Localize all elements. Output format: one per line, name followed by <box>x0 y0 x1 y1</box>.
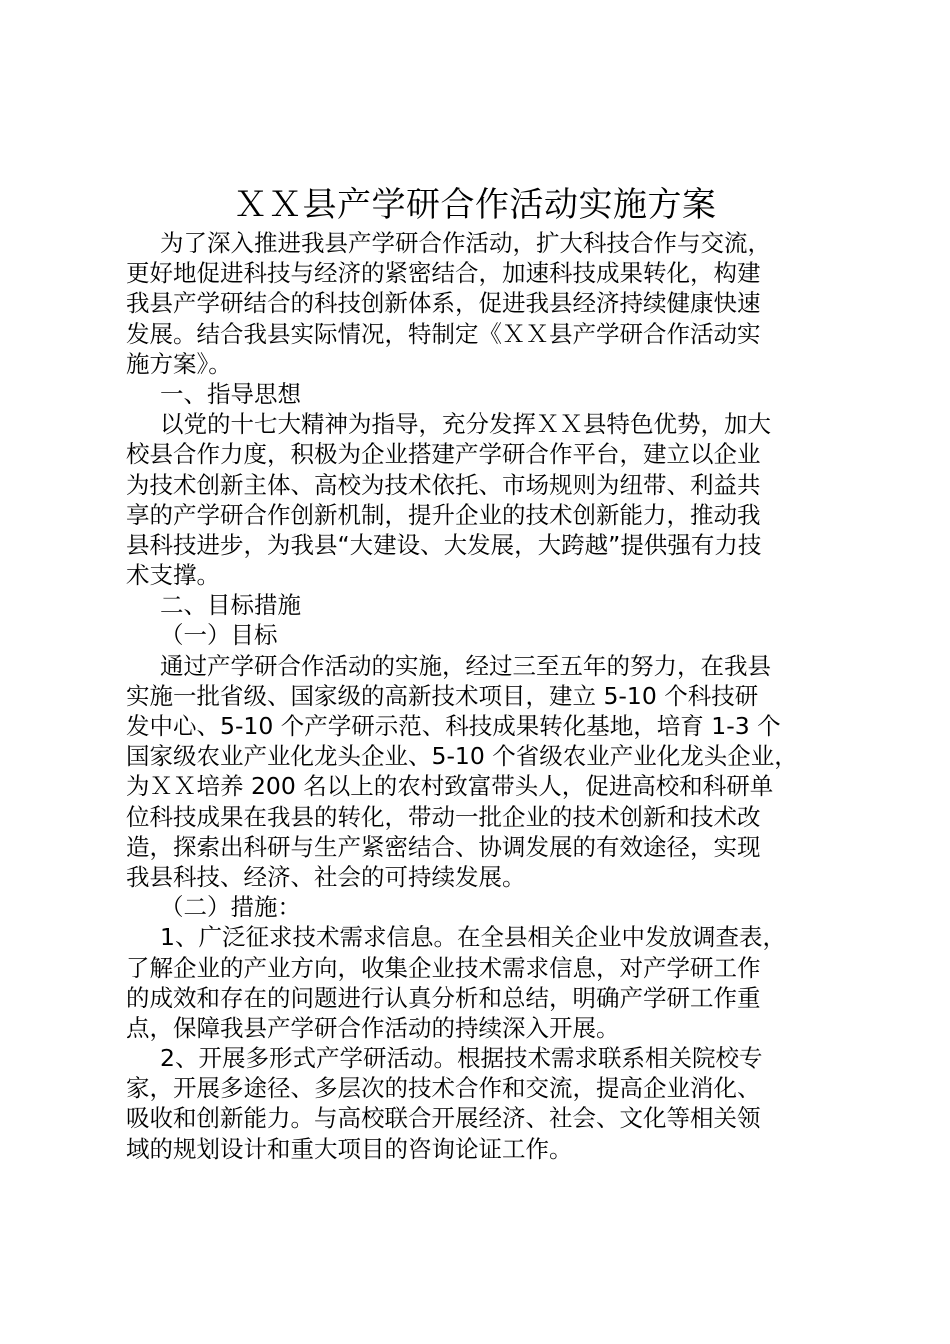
text-line: 为ＸＸ培养 200 名以上的农村致富带头人，促进高校和科研单 <box>126 772 774 801</box>
document-title: ＸＸ县产学研合作活动实施方案 <box>233 185 717 225</box>
text-line: 通过产学研合作活动的实施，经过三至五年的努力，在我县 <box>160 651 771 680</box>
text-line: 术支撑。 <box>126 561 220 590</box>
text-line: 以党的十七大精神为指导，充分发挥ＸＸ县特色优势，加大 <box>160 410 771 439</box>
text-line: 发中心、5-10 个产学研示范、科技成果转化基地，培育 1-3 个 <box>126 712 781 740</box>
text-line: 享的产学研合作创新机制，提升企业的技术创新能力，推动我 <box>126 500 761 529</box>
text-line: 发展。结合我县实际情况，特制定《ＸＸ县产学研合作活动实 <box>126 319 761 348</box>
text-line: 为了深入推进我县产学研合作活动，扩大科技合作与交流， <box>160 229 771 257</box>
text-line: 实施一批省级、国家级的高新技术项目，建立 5-10 个科技研 <box>126 681 759 710</box>
text-line: 我县产学研结合的科技创新体系，促进我县经济持续健康快速 <box>126 289 761 318</box>
text-line: 吸收和创新能力。与高校联合开展经济、社会、文化等相关领 <box>126 1104 761 1133</box>
text-line: 点，保障我县产学研合作活动的持续深入开展。 <box>126 1013 620 1042</box>
text-line: 1、广泛征求技术需求信息。在全县相关企业中发放调查表， <box>160 923 786 952</box>
document-body <box>126 228 846 1164</box>
text-line: 一、指导思想 <box>160 379 301 408</box>
text-line: 县科技进步，为我县“大建设、大发展，大跨越”提供强有力技 <box>126 530 762 559</box>
text-line: 二、目标措施 <box>160 591 301 620</box>
text-line: 家，开展多途径、多层次的技术合作和交流，提高企业消化、 <box>126 1074 761 1103</box>
text-line: （一）目标 <box>160 621 278 650</box>
text-line: 2、开展多形式产学研活动。根据技术需求联系相关院校专 <box>160 1044 763 1073</box>
text-line: 的成效和存在的问题进行认真分析和总结，明确产学研工作重 <box>126 983 761 1012</box>
text-line: 更好地促进科技与经济的紧密结合，加速科技成果转化，构建 <box>126 259 761 288</box>
text-line: 为技术创新主体、高校为技术依托、市场规则为纽带、利益共 <box>126 470 761 499</box>
text-line: 位科技成果在我县的转化，带动一批企业的技术创新和技术改 <box>126 802 761 831</box>
text-line: 域的规划设计和重大项目的咨询论证工作。 <box>126 1134 573 1163</box>
text-line: （二）措施： <box>160 893 301 922</box>
text-line: 国家级农业产业化龙头企业、5-10 个省级农业产业化龙头企业， <box>126 742 798 771</box>
text-line: 造，探索出科研与生产紧密结合、协调发展的有效途径，实现 <box>126 832 761 861</box>
text-line: 施方案》。 <box>126 349 232 378</box>
text-line: 了解企业的产业方向，收集企业技术需求信息，对产学研工作 <box>126 953 761 982</box>
text-line: 我县科技、经济、社会的可持续发展。 <box>126 862 526 891</box>
text-line: 校县合作力度，积极为企业搭建产学研合作平台，建立以企业 <box>126 440 761 469</box>
